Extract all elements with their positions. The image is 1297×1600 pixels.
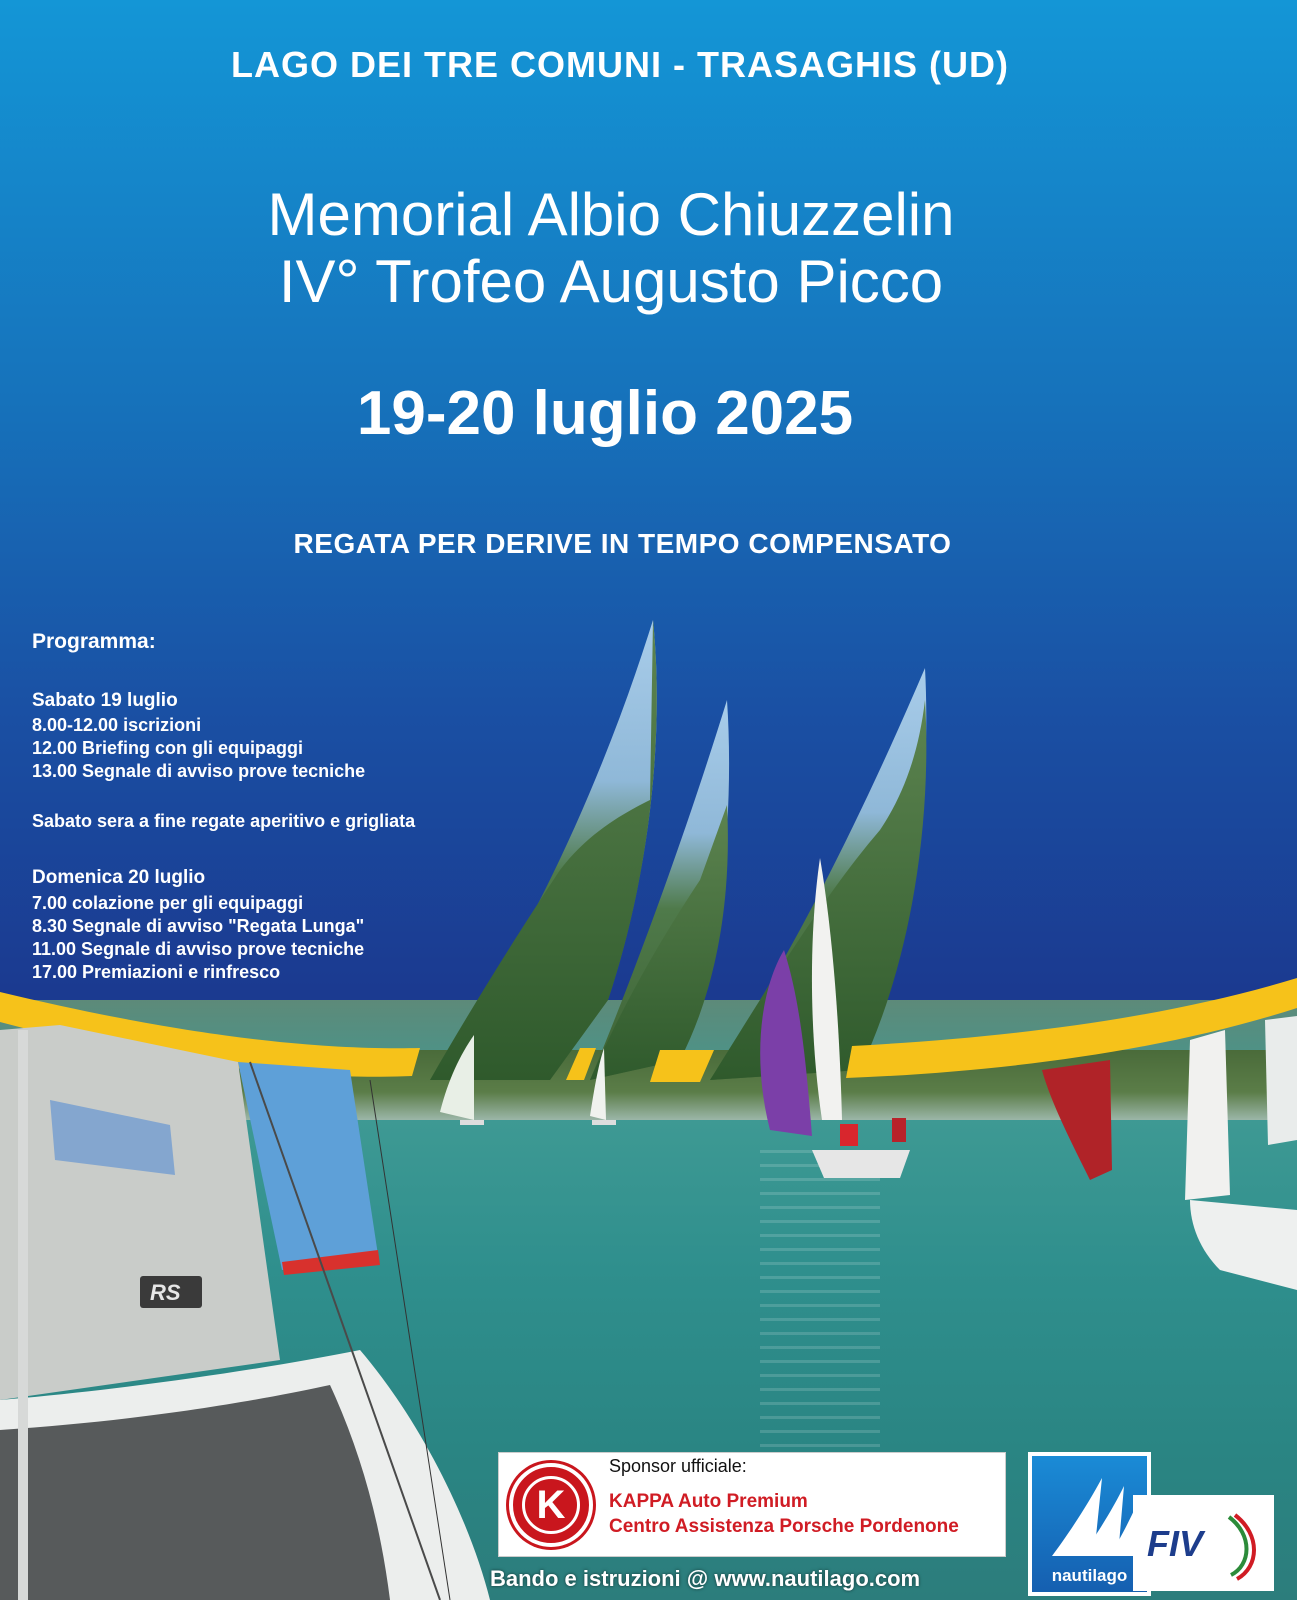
event-subtitle: REGATA PER DERIVE IN TEMPO COMPENSATO — [293, 528, 952, 559]
program-saturday-item: 12.00 Briefing con gli equipaggi — [32, 738, 304, 758]
fiv-logo — [1133, 1495, 1274, 1591]
program-sunday-item: 7.00 colazione per gli equipaggi — [32, 893, 304, 913]
sponsor-label: Sponsor ufficiale: — [609, 1456, 747, 1476]
sailboat-right-foreground — [1185, 1016, 1297, 1290]
foreground-dinghy — [0, 1025, 490, 1600]
event-location: LAGO DEI TRE COMUNI - TRASAGHIS (UD) — [231, 44, 1009, 85]
sponsor-description: Centro Assistenza Porsche Pordenone — [609, 1516, 959, 1537]
program-saturday-evening: Sabato sera a fine regate aperitivo e grigliata — [32, 811, 416, 831]
event-date: 19-20 luglio 2025 — [356, 379, 854, 448]
sponsor-box — [498, 1452, 1006, 1557]
sailboat-red-sail — [1042, 1060, 1112, 1180]
program-heading: Programma: — [32, 630, 156, 653]
event-title-line2: IV° Trofeo Augusto Picco — [278, 248, 944, 315]
svg-text:RS: RS — [150, 1280, 181, 1305]
kappa-logo-letter: K — [522, 1476, 580, 1534]
program-saturday-heading: Sabato 19 luglio — [32, 690, 178, 711]
program-saturday-item: 13.00 Segnale di avviso prove tecniche — [32, 761, 366, 781]
program-sunday-item: 17.00 Premiazioni e rinfresco — [32, 962, 281, 982]
yellow-swoosh-mid2 — [650, 1050, 714, 1082]
program-sunday-item: 11.00 Segnale di avviso prove tecniche — [32, 939, 365, 959]
program-sunday-heading: Domenica 20 luglio — [32, 867, 206, 888]
program-sunday-item: 8.30 Segnale di avviso "Regata Lunga" — [32, 916, 365, 936]
fiv-swoosh-icon — [1133, 1495, 1274, 1591]
kappa-logo — [509, 1463, 593, 1547]
fiv-label: FIV — [1147, 1523, 1204, 1564]
website-link[interactable]: Bando e istruzioni @ www.nautilago.com — [490, 1566, 921, 1591]
program-saturday-item: 8.00-12.00 iscrizioni — [32, 715, 202, 735]
sponsor-name: KAPPA Auto Premium — [609, 1491, 808, 1512]
yellow-swoosh-mid1 — [566, 1048, 596, 1080]
yellow-swoosh-right — [846, 978, 1297, 1078]
nautilago-label: nautilago — [1051, 1566, 1128, 1585]
event-title-line1: Memorial Albio Chiuzzelin — [267, 181, 955, 248]
